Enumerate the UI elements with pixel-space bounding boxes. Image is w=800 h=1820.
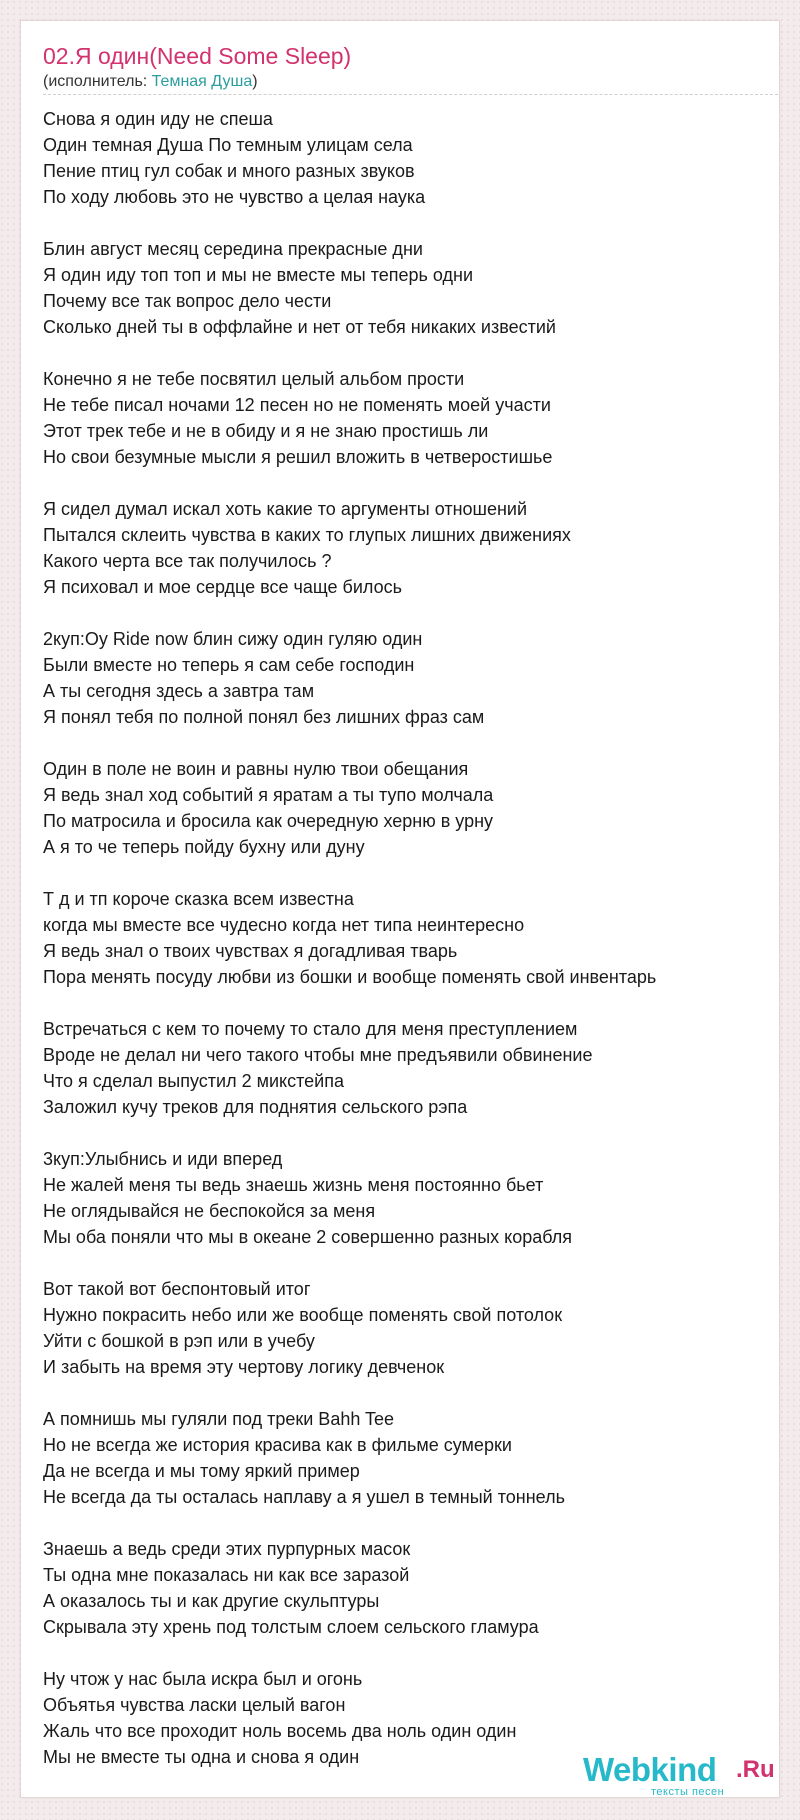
lyric-line: Не всегда да ты осталась наплаву а я ушел в темный тоннель [43,1487,565,1507]
lyric-line: Один в поле не воин и равны нулю твои обещания [43,759,469,779]
lyric-line: Мы оба поняли что мы в океане 2 совершенно разных корабля [43,1227,572,1247]
lyric-line: Этот трек тебе и не в обиду и я не знаю простишь ли [43,421,489,441]
stanza [43,1016,773,1120]
logo-wordmark: Webkind [583,1751,717,1788]
stanza [43,1406,773,1510]
lyric-line: Но не всегда же история красива как в фильме сумерки [43,1435,512,1455]
stanza [43,626,773,730]
lyric-line: Да не всегда и мы тому яркий пример [43,1461,360,1481]
performer-prefix: (исполнитель: [43,73,152,90]
lyric-line: Не тебе писал ночами 12 песен но не поменять моей участи [43,395,551,415]
lyric-line: Пытался склеить чувства в каких то глупых лишних движениях [43,525,571,545]
stanza [43,756,773,860]
lyric-line: Какого черта все так получилось ? [43,551,332,571]
lyric-line: Я психовал и мое сердце все чаще билось [43,577,403,597]
stanza [43,1146,773,1250]
performer-suffix: ) [252,73,258,90]
song-title: 02.Я один(Need Some Sleep) [43,43,352,69]
lyric-line: Нужно покрасить небо или же вообще поменять свой потолок [43,1305,563,1325]
stanza [43,106,773,210]
lyric-line: А ты сегодня здесь а завтра там [43,681,315,701]
lyric-line: Сколько дней ты в оффлайне и нет от тебя никаких известий [43,317,556,337]
lyric-line: Скрывала эту хрень под толстым слоем сельского гламура [43,1617,539,1637]
lyric-line: Я ведь знал о твоих чувствах я догадливая тварь [43,941,458,961]
lyric-line: Заложил кучу треков для поднятия сельского рэпа [43,1097,468,1117]
lyric-line: Объятья чувства ласки целый вагон [43,1695,346,1715]
lyric-line: По матросила и бросила как очередную херню в урну [43,811,494,831]
lyrics-body [43,106,773,1796]
lyric-line: Я понял тебя по полной понял без лишних фраз сам [43,707,485,727]
lyric-line: Не оглядывайся не беспокойся за меня [43,1201,376,1221]
lyric-line: А оказалось ты и как другие скульптуры [43,1591,380,1611]
lyric-line: Т д и тп короче сказка всем известна [43,889,354,909]
lyric-line: Блин август месяц середина прекрасные дни [43,239,423,259]
lyric-line: Вроде не делал ни чего такого чтобы мне предъявили обвинение [43,1045,593,1065]
lyric-line: И забыть на время эту чертову логику девченок [43,1357,445,1377]
stanza [43,366,773,470]
lyric-line: А я то че теперь пойду бухну или дуну [43,837,365,857]
lyric-line: 2куп:Oy Ride now блин сижу один гуляю один [43,629,423,649]
stanza [43,1276,773,1380]
lyric-line: Пение птиц гул собак и много разных звуков [43,161,415,181]
lyric-line: Я ведь знал ход событий я яратам а ты тупо молчала [43,785,494,805]
lyric-line: Но свои безумные мысли я решил вложить в четверостишье [43,447,553,467]
lyric-line: Ну чтож у нас была искра был и огонь [43,1669,363,1689]
divider [43,94,778,95]
lyric-line: Мы не вместе ты одна и снова я один [43,1747,360,1767]
lyric-line: Что я сделал выпустил 2 микстейпа [43,1071,344,1091]
lyric-line: Пора менять посуду любви из бошки и вообще поменять свой инвентарь [43,967,657,987]
lyric-line: Жаль что все проходит ноль восемь два ноль один один [43,1721,517,1741]
lyric-line: Один темная Душа По темным улицам села [43,135,413,155]
lyric-line: Уйти с бошкой в рэп или в учебу [43,1331,315,1351]
logo-subtitle: тексты песен [651,1786,725,1798]
lyric-line: А помнишь мы гуляли под треки Bahh Tee [43,1409,395,1429]
lyric-line: Почему все так вопрос дело чести [43,291,332,311]
lyric-line: 3куп:Улыбнись и иди вперед [43,1149,283,1169]
stanza [43,1536,773,1640]
lyric-line: Я сидел думал искал хоть какие то аргументы отношений [43,499,528,519]
lyric-line: когда мы вместе все чудесно когда нет типа неинтересно [43,915,525,935]
lyric-line: Знаешь а ведь среди этих пурпурных масок [43,1539,411,1559]
lyric-line: По ходу любовь это не чувство а целая наука [43,187,426,207]
lyric-line: Я один иду топ топ и мы не вместе мы теперь одни [43,265,474,285]
lyric-line: Конечно я не тебе посвятил целый альбом прости [43,369,465,389]
logo-domain: .Ru [736,1756,775,1783]
performer-line [43,73,258,91]
artist-link[interactable]: Темная Душа [151,73,253,90]
lyric-line: Вот такой вот беспонтовый итог [43,1279,311,1299]
lyric-line: Ты одна мне показалась ни как все заразой [43,1565,410,1585]
stanza [43,236,773,340]
site-logo[interactable] [583,1751,778,1801]
lyric-line: Не жалей меня ты ведь знаешь жизнь меня постоянно бьет [43,1175,544,1195]
lyric-line: Встречаться с кем то почему то стало для меня преступлением [43,1019,578,1039]
lyric-line: Снова я один иду не спеша [43,109,273,129]
lyric-line: Были вместе но теперь я сам себе господин [43,655,415,675]
lyrics-card [20,20,780,1798]
stanza [43,496,773,600]
stanza [43,886,773,990]
